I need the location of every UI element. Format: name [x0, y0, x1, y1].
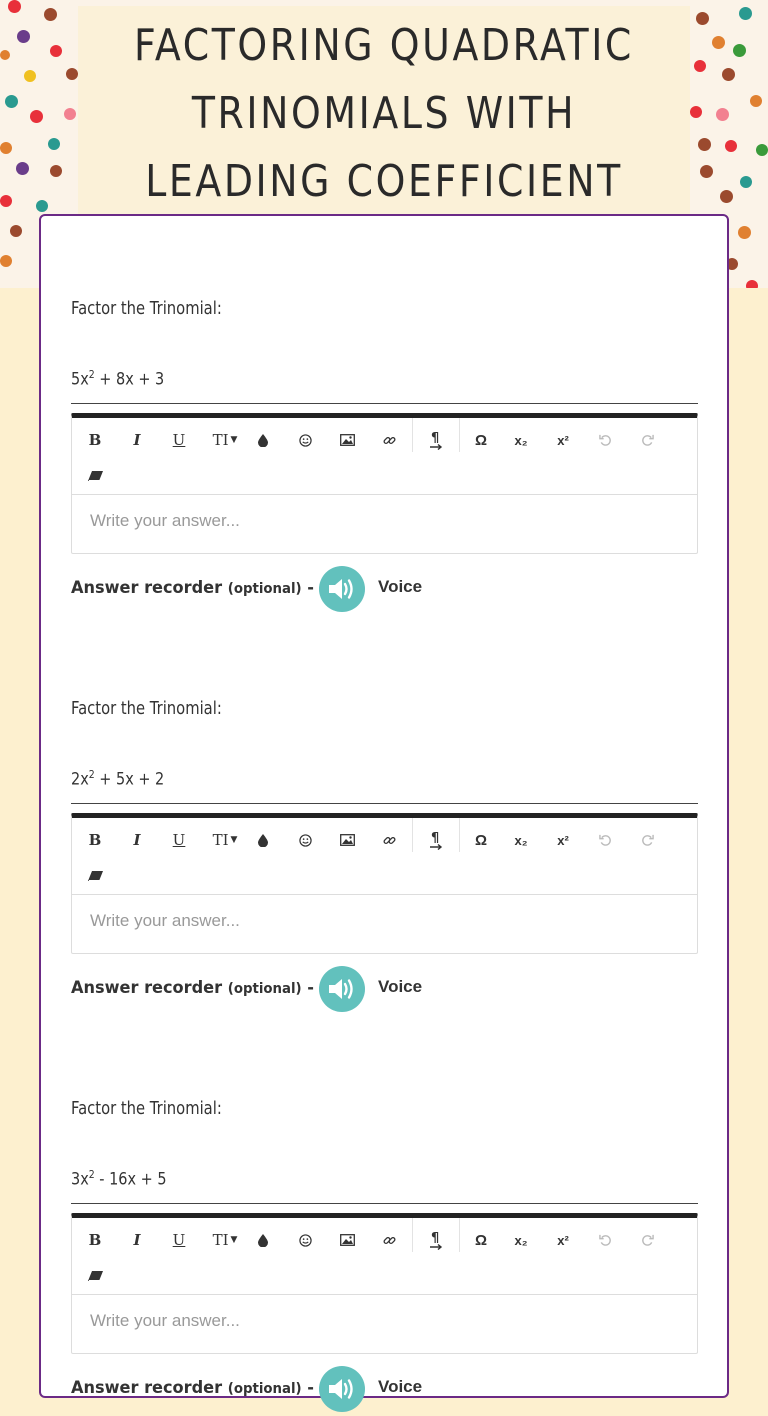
- trinomial-expression: $5x^2 + 8x + 3$: [71, 368, 165, 390]
- worksheet-frame: [39, 214, 729, 1398]
- eraser-icon[interactable]: [82, 1264, 108, 1288]
- redo-icon[interactable]: [634, 1228, 660, 1252]
- link-icon[interactable]: [376, 428, 402, 452]
- answer-input[interactable]: [88, 510, 652, 532]
- trinomial-expression: $2x^2 + 5x + 2$: [71, 768, 165, 790]
- image-icon[interactable]: [334, 1228, 360, 1252]
- link-icon[interactable]: [376, 828, 402, 852]
- recorder-optional: (optional): [227, 581, 302, 597]
- answer-area: [72, 1294, 697, 1349]
- bold-button[interactable]: B: [88, 431, 102, 449]
- answer-recorder: Answer recorder (optional) - Voice: [71, 1366, 698, 1416]
- svg-text:¶: ¶: [431, 831, 440, 846]
- superscript-button[interactable]: x²: [557, 1232, 569, 1248]
- italic-button[interactable]: I: [133, 1231, 141, 1249]
- voice-label: Voice: [378, 577, 423, 596]
- recorder-label: Answer recorder: [71, 978, 223, 998]
- italic-button[interactable]: I: [133, 431, 141, 449]
- underline-button[interactable]: U: [172, 1231, 186, 1249]
- undo-icon[interactable]: [592, 828, 618, 852]
- question-prompt: Factor the Trinomial:: [71, 1098, 222, 1119]
- question-prompt: Factor the Trinomial:: [71, 698, 222, 719]
- undo-icon[interactable]: [592, 428, 618, 452]
- recorder-optional: (optional): [227, 981, 302, 997]
- answer-recorder: Answer recorder (optional) - Voice: [71, 566, 698, 616]
- voice-label: Voice: [378, 1377, 423, 1396]
- bold-button[interactable]: B: [88, 1231, 102, 1249]
- svg-text:¶: ¶: [431, 1231, 440, 1246]
- subscript-button[interactable]: x₂: [514, 1232, 528, 1248]
- subscript-button[interactable]: x₂: [514, 432, 528, 448]
- worksheet-title: FACTORING QUADRATIC TRINOMIALS WITH LEADING COEFFICIENT: [134, 20, 634, 207]
- special-characters-button[interactable]: Ω: [474, 431, 488, 449]
- editor-toolbar: [72, 418, 697, 494]
- answer-area: [72, 894, 697, 949]
- special-characters-button[interactable]: Ω: [474, 831, 488, 849]
- answer-recorder: Answer recorder (optional) - Voice: [71, 966, 698, 1016]
- speaker-icon: [327, 976, 357, 1002]
- text-size-dropdown[interactable]: TI ▼: [212, 431, 238, 449]
- paragraph-direction-icon[interactable]: [423, 828, 449, 852]
- editor-toolbar: [72, 1218, 697, 1294]
- answer-area: [72, 494, 697, 549]
- image-icon[interactable]: [334, 428, 360, 452]
- rich-text-editor: [71, 1213, 698, 1354]
- svg-text:¶: ¶: [431, 431, 440, 446]
- redo-icon[interactable]: [634, 828, 660, 852]
- recorder-optional: (optional): [227, 1381, 302, 1397]
- divider: [71, 803, 698, 804]
- caret-down-icon: ▼: [230, 835, 238, 845]
- redo-icon[interactable]: [634, 428, 660, 452]
- title-card: [78, 6, 690, 216]
- underline-button[interactable]: U: [172, 831, 186, 849]
- voice-record-button[interactable]: [319, 966, 365, 1012]
- bold-button[interactable]: B: [88, 831, 102, 849]
- eraser-icon[interactable]: [82, 864, 108, 888]
- speaker-icon: [327, 576, 357, 602]
- paragraph-direction-icon[interactable]: [423, 1228, 449, 1252]
- editor-toolbar: [72, 818, 697, 894]
- link-icon[interactable]: [376, 1228, 402, 1252]
- subscript-button[interactable]: x₂: [514, 832, 528, 848]
- text-size-dropdown[interactable]: TI ▼: [212, 831, 238, 849]
- caret-down-icon: ▼: [230, 435, 238, 445]
- image-icon[interactable]: [334, 828, 360, 852]
- answer-input[interactable]: [88, 1310, 652, 1332]
- emoji-icon[interactable]: [292, 428, 318, 452]
- special-characters-button[interactable]: Ω: [474, 1231, 488, 1249]
- emoji-icon[interactable]: [292, 828, 318, 852]
- paragraph-direction-icon[interactable]: [423, 428, 449, 452]
- superscript-button[interactable]: x²: [557, 432, 569, 448]
- question-prompt: Factor the Trinomial:: [71, 298, 222, 319]
- divider: [71, 1203, 698, 1204]
- emoji-icon[interactable]: [292, 1228, 318, 1252]
- voice-record-button[interactable]: [319, 566, 365, 612]
- voice-record-button[interactable]: [319, 1366, 365, 1412]
- text-color-icon[interactable]: [250, 428, 276, 452]
- rich-text-editor: [71, 413, 698, 554]
- text-color-icon[interactable]: [250, 1228, 276, 1252]
- voice-label: Voice: [378, 977, 423, 996]
- rich-text-editor: [71, 813, 698, 954]
- caret-down-icon: ▼: [230, 1235, 238, 1245]
- undo-icon[interactable]: [592, 1228, 618, 1252]
- superscript-button[interactable]: x²: [557, 832, 569, 848]
- recorder-label: Answer recorder: [71, 578, 223, 598]
- recorder-label: Answer recorder: [71, 1378, 223, 1398]
- answer-input[interactable]: [88, 910, 652, 932]
- underline-button[interactable]: U: [172, 431, 186, 449]
- divider: [71, 403, 698, 404]
- italic-button[interactable]: I: [133, 831, 141, 849]
- trinomial-expression: $3x^2 - 16x + 5$: [71, 1168, 167, 1190]
- text-color-icon[interactable]: [250, 828, 276, 852]
- text-size-dropdown[interactable]: TI ▼: [212, 1231, 238, 1249]
- eraser-icon[interactable]: [82, 464, 108, 488]
